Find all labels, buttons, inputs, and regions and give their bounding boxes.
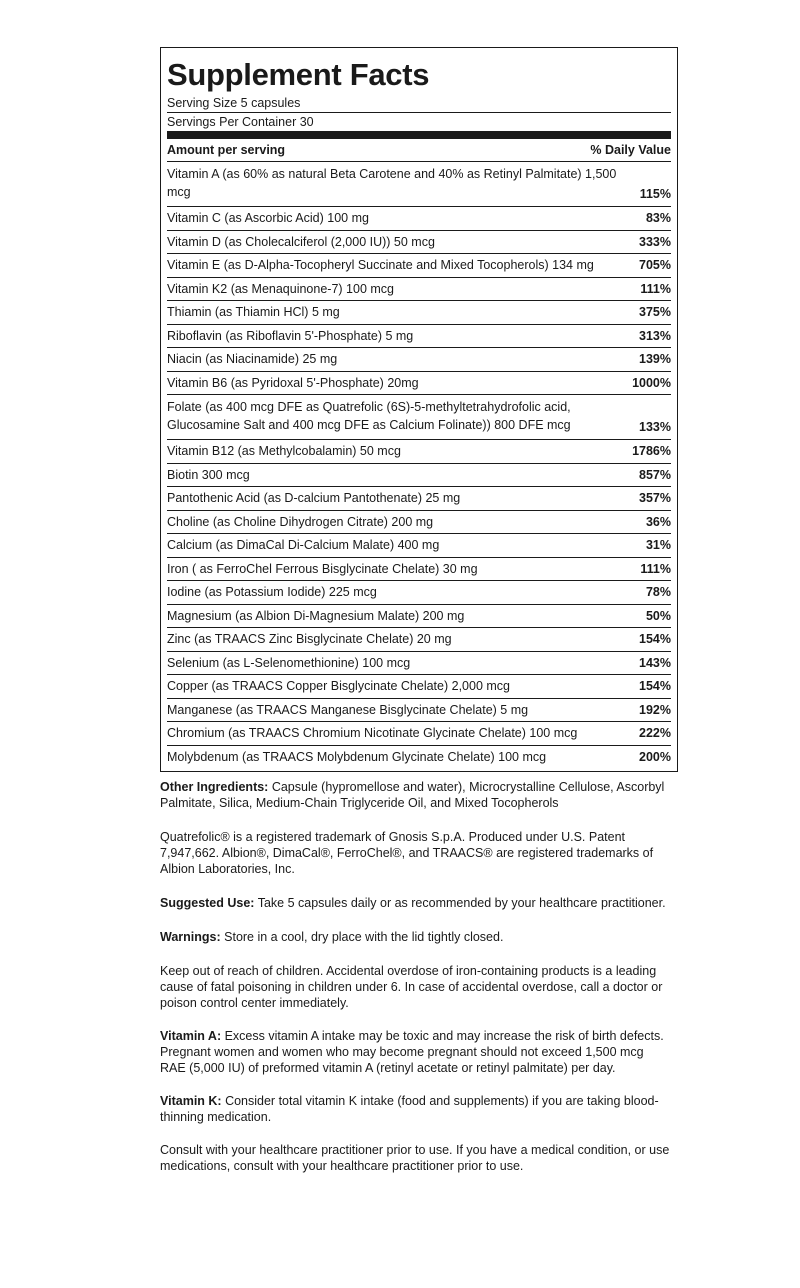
vitamin-k-warning (160, 1093, 670, 1125)
suggested-use (160, 895, 670, 911)
nutrient-table (167, 162, 671, 769)
warnings-label: Warnings: (160, 930, 221, 944)
nutrient-row (167, 487, 671, 511)
amount-per-serving-label: Amount per serving (167, 143, 286, 157)
amount-header-row (167, 139, 671, 162)
nutrient-name: Pantothenic Acid (as D-calcium Pantothenate) 25 mg (167, 491, 461, 506)
nutrient-row (167, 699, 671, 723)
nutrient-daily-value: 375% (639, 305, 671, 320)
nutrient-row (167, 301, 671, 325)
nutrient-row (167, 278, 671, 302)
nutrient-row (167, 348, 671, 372)
suggested-use-text: Take 5 capsules daily or as recommended by your healthcare practitioner. (254, 896, 666, 910)
facts-title: Supplement Facts (167, 57, 430, 92)
nutrient-daily-value: 333% (639, 234, 671, 249)
nutrient-row (167, 628, 671, 652)
vitamin-k-label: Vitamin K: (160, 1094, 222, 1108)
nutrient-daily-value: 222% (639, 726, 671, 741)
nutrient-daily-value: 115% (639, 187, 671, 201)
servings-per-container: Servings Per Container 30 (167, 115, 314, 129)
nutrient-daily-value: 1000% (632, 375, 671, 390)
nutrient-name: Selenium (as L-Selenomethionine) 100 mcg (167, 655, 411, 670)
nutrient-row (167, 254, 671, 278)
nutrient-name: Vitamin C (as Ascorbic Acid) 100 mg (167, 211, 369, 226)
nutrient-daily-value: 200% (639, 750, 671, 765)
nutrient-daily-value: 154% (639, 679, 671, 694)
nutrient-name: Manganese (as TRAACS Manganese Bisglycinate Chelate) 5 mg (167, 702, 529, 717)
thick-divider (167, 131, 671, 139)
nutrient-row (167, 675, 671, 699)
nutrient-row (167, 652, 671, 676)
nutrient-row (167, 207, 671, 231)
other-ingredients-text: Capsule (hypromellose and water), Microcrystalline Cellulose, Ascorbyl Palmitate, Silica, Medium-Chain Triglyceride Oil, and Mixed Tocopherols (160, 780, 665, 810)
nutrient-row (167, 464, 671, 488)
nutrient-name: Zinc (as TRAACS Zinc Bisglycinate Chelate) 20 mg (167, 632, 452, 647)
nutrient-row (167, 162, 671, 207)
nutrient-name: Iron ( as FerroChel Ferrous Bisglycinate Chelate) 30 mg (167, 561, 478, 576)
vitamin-k-text: Consider total vitamin K intake (food and supplements) if you are taking blood-thinning medication. (160, 1094, 659, 1124)
nutrient-daily-value: 357% (639, 491, 671, 506)
nutrient-daily-value: 705% (639, 258, 671, 273)
nutrient-daily-value: 192% (639, 702, 671, 717)
nutrient-row (167, 605, 671, 629)
nutrient-daily-value: 31% (645, 538, 671, 553)
nutrient-row (167, 440, 671, 464)
nutrient-row (167, 722, 671, 746)
nutrient-name: Riboflavin (as Riboflavin 5'-Phosphate) 5 mg (167, 328, 414, 343)
nutrient-name: Copper (as TRAACS Copper Bisglycinate Chelate) 2,000 mcg (167, 679, 510, 694)
nutrient-name: Folate (as 400 mcg DFE as Quatrefolic (6S)-5-methyltetrahydrofolic acid, Glucosamine Salt and 400 mcg DFE as Calcium Folinate)) 800 DFE mcg (167, 400, 571, 432)
nutrient-row (167, 558, 671, 582)
vitamin-a-text: Excess vitamin A intake may be toxic and may increase the risk of birth defects. Pregnant women and women who may become pregnant should not exceed 1,500 mcg RAE (5,000 IU) of preformed vitamin A (retinyl acetate or retinyl palmitate) per day. (160, 1029, 664, 1075)
label-notes (160, 779, 670, 1174)
nutrient-name: Vitamin E (as D-Alpha-Tocopheryl Succinate and Mixed Tocopherols) 134 mg (167, 258, 594, 273)
other-ingredients (160, 779, 670, 811)
nutrient-row (167, 511, 671, 535)
nutrient-daily-value: 857% (639, 467, 671, 482)
nutrient-name: Chromium (as TRAACS Chromium Nicotinate Glycinate Chelate) 100 mcg (167, 726, 578, 741)
consult-notice: Consult with your healthcare practitioner prior to use. If you have a medical condition, or use medications, consult with your healthcare practitioner prior to use. (160, 1143, 670, 1173)
suggested-use-label: Suggested Use: (160, 896, 255, 910)
warnings-text: Store in a cool, dry place with the lid tightly closed. (220, 930, 504, 944)
nutrient-name: Vitamin K2 (as Menaquinone-7) 100 mcg (167, 281, 394, 296)
nutrient-row (167, 534, 671, 558)
vitamin-a-label: Vitamin A: (160, 1029, 222, 1043)
nutrient-daily-value: 78% (645, 585, 671, 600)
warnings (160, 929, 670, 945)
nutrient-daily-value: 133% (639, 420, 671, 434)
nutrient-daily-value: 313% (639, 328, 671, 343)
nutrient-name: Vitamin B6 (as Pyridoxal 5'-Phosphate) 20mg (167, 375, 419, 390)
other-ingredients-label: Other Ingredients: (160, 780, 269, 794)
daily-value-label: % Daily Value (590, 143, 671, 157)
nutrient-daily-value: 111% (640, 281, 671, 296)
nutrient-daily-value: 143% (639, 655, 671, 670)
nutrient-name: Vitamin A (as 60% as natural Beta Carotene and 40% as Retinyl Palmitate) 1,500 mcg (167, 167, 617, 199)
nutrient-daily-value: 139% (639, 352, 671, 367)
nutrient-name: Niacin (as Niacinamide) 25 mg (167, 352, 338, 367)
nutrient-row (167, 372, 671, 396)
nutrient-name: Thiamin (as Thiamin HCl) 5 mg (167, 305, 340, 320)
nutrient-daily-value: 36% (645, 514, 671, 529)
serving-size: Serving Size 5 capsules (167, 94, 671, 113)
supplement-facts-panel (160, 47, 678, 772)
nutrient-row (167, 581, 671, 605)
nutrient-row (167, 231, 671, 255)
nutrient-row (167, 746, 671, 770)
nutrient-daily-value: 83% (645, 211, 671, 226)
nutrient-daily-value: 50% (645, 608, 671, 623)
nutrient-name: Iodine (as Potassium Iodide) 225 mcg (167, 585, 377, 600)
nutrient-name: Molybdenum (as TRAACS Molybdenum Glycinate Chelate) 100 mcg (167, 750, 547, 765)
trademark-notice: Quatrefolic® is a registered trademark of Gnosis S.p.A. Produced under U.S. Patent 7,947,662. Albion®, DimaCal®, FerroChel®, and TRAACS® are registered trademarks of Albion Laboratories, Inc. (160, 830, 654, 876)
nutrient-row (167, 325, 671, 349)
vitamin-a-warning (160, 1028, 670, 1076)
nutrient-name: Vitamin B12 (as Methylcobalamin) 50 mcg (167, 444, 401, 459)
iron-warning: Keep out of reach of children. Accidental overdose of iron-containing products is a leading cause of fatal poisoning in children under 6. In case of accidental overdose, call a doctor or poison control center immediately. (160, 964, 663, 1010)
nutrient-name: Magnesium (as Albion Di-Magnesium Malate) 200 mg (167, 608, 465, 623)
nutrient-name: Biotin 300 mcg (167, 467, 250, 482)
nutrient-row (167, 395, 671, 440)
nutrient-daily-value: 154% (639, 632, 671, 647)
nutrient-daily-value: 1786% (632, 444, 671, 459)
nutrient-name: Vitamin D (as Cholecalciferol (2,000 IU)) 50 mcg (167, 234, 435, 249)
nutrient-daily-value: 111% (640, 561, 671, 576)
nutrient-name: Calcium (as DimaCal Di-Calcium Malate) 400 mg (167, 538, 440, 553)
nutrient-name: Choline (as Choline Dihydrogen Citrate) 200 mg (167, 514, 434, 529)
